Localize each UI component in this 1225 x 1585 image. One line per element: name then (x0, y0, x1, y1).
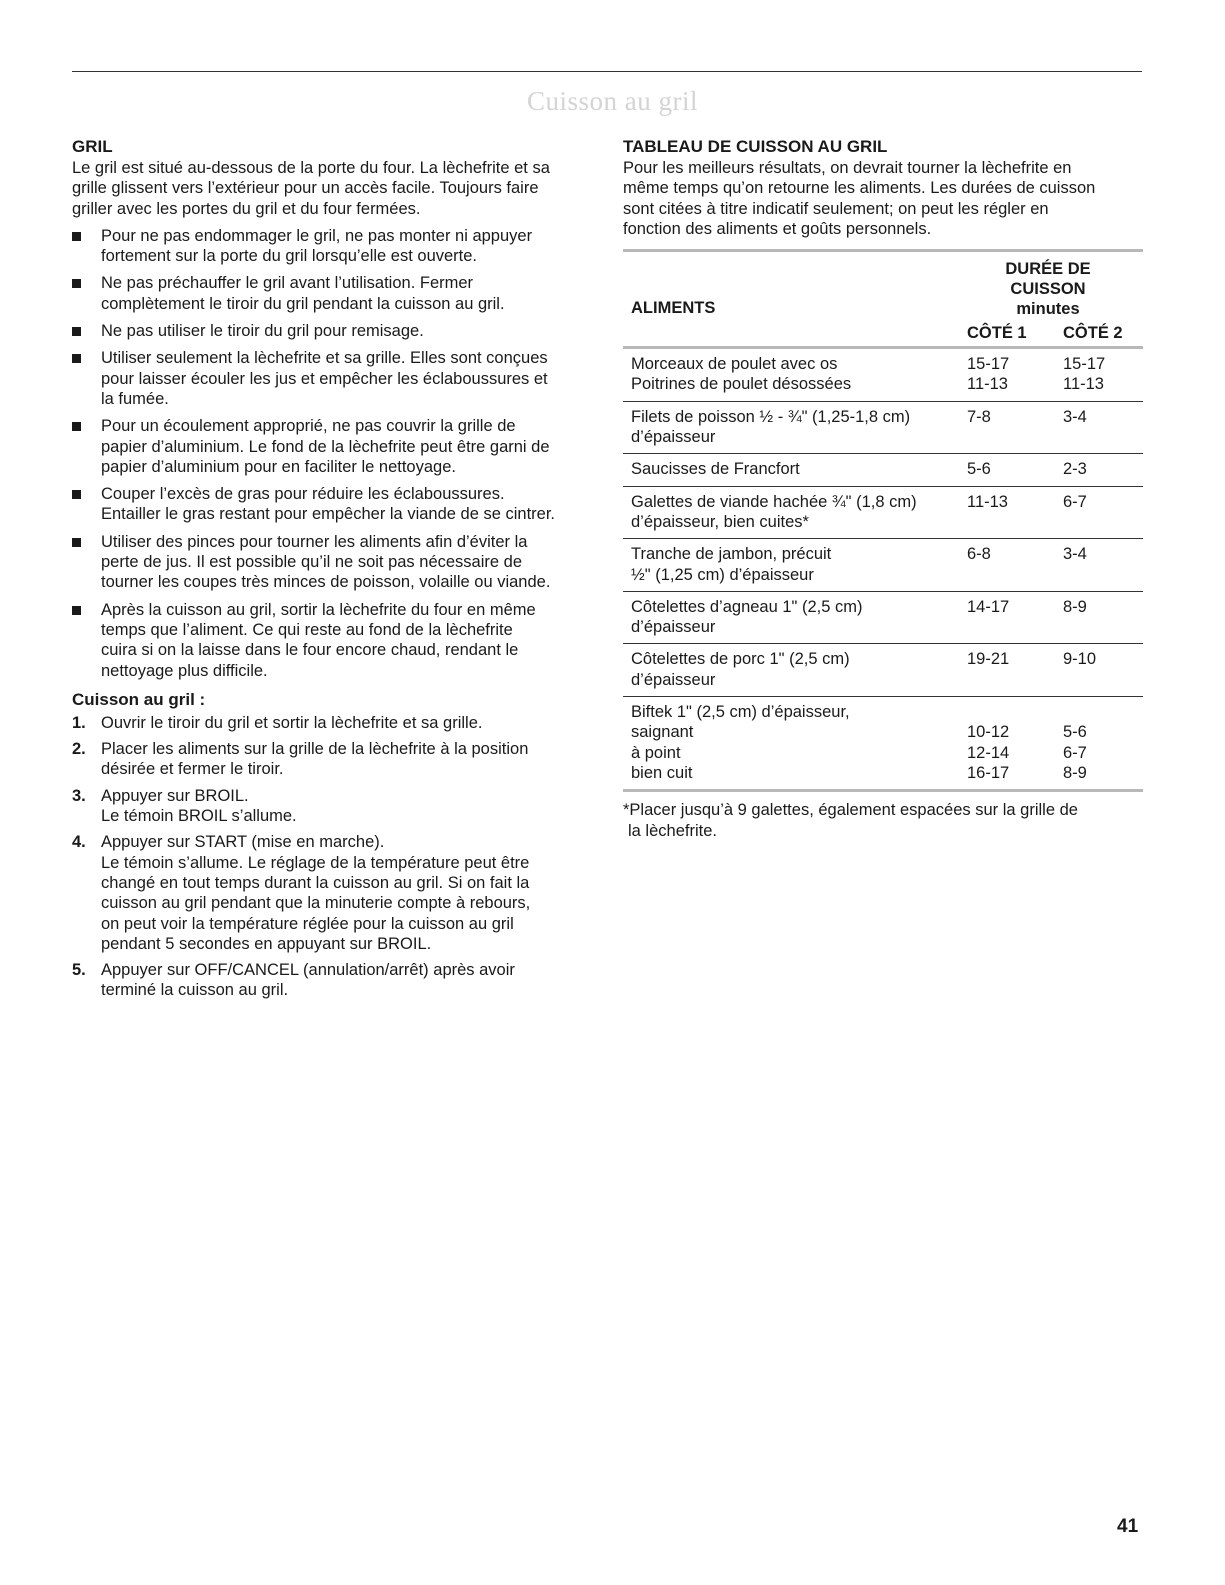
text-line: à point (631, 743, 681, 762)
text-line: Entailler le gras restant pour empêcher la viande de se cintrer. (101, 505, 555, 524)
text-line: Poitrines de poulet désossées (631, 375, 852, 394)
square-bullet-icon (72, 354, 81, 363)
text-line: 16-17 (967, 763, 1010, 782)
square-bullet-icon (72, 232, 81, 241)
text-line: Galettes de viande hachée ¾" (1,8 cm) (631, 492, 917, 511)
text-line: Utiliser des pinces pour tourner les aliments afin d’éviter la (101, 532, 528, 551)
cell-food (631, 492, 961, 533)
steps-list (72, 713, 592, 1001)
square-bullet-icon (72, 327, 81, 336)
text-line: 10-12 (967, 723, 1010, 742)
cell-cote-2 (1063, 354, 1143, 395)
bullet-item (72, 273, 592, 314)
square-bullet-icon (72, 279, 81, 288)
text-line: griller avec les portes du gril et du four fermées. (72, 199, 421, 218)
text-line: tourner les coupes très minces de poisson, volaille ou viande. (101, 573, 551, 592)
step-number: 3. (72, 786, 86, 805)
bullet-item (72, 226, 592, 267)
step-number: 4. (72, 833, 86, 852)
cell-cote-2: 6-7 (1063, 492, 1087, 511)
step-item (72, 786, 592, 827)
text-line: Utiliser seulement la lèchefrite et sa grille. Elles sont conçues (101, 349, 548, 368)
text-line: nettoyage plus difficile. (101, 661, 268, 680)
header-duree (993, 259, 1103, 319)
step-item (72, 713, 592, 733)
tableau-intro (623, 158, 1143, 239)
cell-cote-1: 6-8 (967, 545, 991, 564)
text-line: 11-13 (967, 375, 1008, 394)
text-line: Le témoin BROIL s’allume. (101, 807, 297, 826)
table-row (623, 487, 1143, 540)
text-line: bien cuit (631, 763, 693, 782)
text-line: Le gril est situé au-dessous de la porte du four. La lèchefrite et sa (72, 159, 550, 177)
step-number: 5. (72, 961, 86, 980)
text-line: temps que l’aliment. Ce qui reste au fond de la lèchefrite (101, 620, 513, 639)
text-line: la fumée. (101, 389, 169, 408)
text-line: ½" (1,25 cm) d’épaisseur (631, 565, 814, 584)
text-line: CUISSON (1010, 280, 1086, 299)
text-line: Ne pas utiliser le tiroir du gril pour remisage. (101, 322, 424, 341)
page-title: Cuisson au gril (526, 86, 698, 116)
text-line: désirée et fermer le tiroir. (101, 760, 284, 779)
text-line: Couper l’excès de gras pour réduire les éclaboussures. (101, 485, 505, 504)
header-aliments: ALIMENTS (631, 299, 716, 318)
text-line: complètement le tiroir du gril pendant la cuisson au gril. (101, 294, 505, 313)
table-row (623, 402, 1143, 455)
cell-cote-2 (1063, 702, 1143, 783)
text-line: 11-13 (1063, 375, 1104, 394)
text-line: Côtelettes de porc 1" (2,5 cm) (631, 650, 850, 669)
table-row (623, 697, 1143, 792)
table-row (623, 592, 1143, 645)
text-line: 8-9 (1063, 763, 1087, 782)
text-line: Pour un écoulement approprié, ne pas couvrir la grille de (101, 417, 516, 436)
text-line: changé en tout temps durant la cuisson au gril. Si on fait la (101, 873, 530, 892)
text-line: 6-7 (1063, 743, 1087, 762)
text-line: Morceaux de poulet avec os (631, 355, 838, 374)
table-header (623, 252, 1143, 346)
table-footnote (623, 800, 1143, 841)
text-line: Après la cuisson au gril, sortir la lèchefrite du four en même (101, 600, 536, 619)
step-item (72, 832, 592, 954)
text-line: pendant 5 secondes en appuyant sur BROIL. (101, 934, 432, 953)
text-line: Placer les aliments sur la grille de la lèchefrite à la position (101, 740, 529, 759)
gril-bullet-list (72, 226, 592, 681)
text-line: fonction des aliments et goûts personnels. (623, 219, 932, 238)
text-line: pour laisser écouler les jus et empêcher les éclaboussures et (101, 369, 548, 388)
gril-intro (72, 158, 592, 219)
cell-cote-1: 11-13 (967, 492, 1008, 511)
cell-food (631, 459, 961, 479)
broil-table (623, 249, 1143, 792)
bullet-item (72, 416, 592, 477)
text-line (967, 702, 1047, 722)
text-line: grille glissent vers l’extérieur pour un accès facile. Toujours faire (72, 179, 539, 198)
text-line: Appuyer sur BROIL. (101, 786, 249, 805)
text-line: Le témoin s’allume. Le réglage de la température peut être (101, 853, 530, 872)
text-line: Biftek 1" (2,5 cm) d’épaisseur, (631, 703, 850, 722)
bullet-item (72, 484, 592, 525)
cell-cote-2: 2-3 (1063, 460, 1087, 479)
text-line: terminé la cuisson au gril. (101, 981, 289, 1000)
bullet-item (72, 600, 592, 681)
text-line: Ouvrir le tiroir du gril et sortir la lèchefrite et sa grille. (101, 713, 483, 732)
text-line: saignant (631, 723, 694, 742)
text-line: on peut voir la température réglée pour la cuisson au gril (101, 914, 514, 933)
square-bullet-icon (72, 422, 81, 431)
text-line (1063, 702, 1143, 722)
square-bullet-icon (72, 490, 81, 499)
text-line: d’épaisseur (631, 618, 716, 637)
text-line: papier d’aluminium. Le fond de la lèchefrite peut être garni de (101, 437, 550, 456)
top-rule (72, 71, 1142, 72)
cell-cote-1 (967, 354, 1047, 395)
cell-food (631, 354, 961, 395)
text-line: perte de jus. Il est possible qu’il ne soit pas nécessaire de (101, 553, 522, 572)
table-row (623, 539, 1143, 592)
text-line: cuisson au gril pendant que la minuterie compte à rebours, (101, 894, 531, 913)
tableau-heading: TABLEAU DE CUISSON AU GRIL (623, 137, 888, 156)
text-line: Filets de poisson ½ - ¾" (1,25-1,8 cm) (631, 407, 911, 426)
bullet-item (72, 532, 592, 593)
step-number: 2. (72, 740, 86, 759)
text-line: sont citées à titre indicatif seulement; on peut les régler en (623, 199, 1049, 218)
cell-cote-1: 19-21 (967, 650, 1010, 669)
left-column (72, 136, 592, 1007)
square-bullet-icon (72, 606, 81, 615)
text-line: d’épaisseur (631, 670, 716, 689)
text-line: 5-6 (1063, 723, 1087, 742)
text-line: 12-14 (967, 743, 1010, 762)
text-line: Appuyer sur OFF/CANCEL (annulation/arrêt) après avoir (101, 961, 515, 980)
text-line: 15-17 (967, 355, 1010, 374)
header-cote-2: CÔTÉ 2 (1063, 324, 1123, 343)
header-cote-1: CÔTÉ 1 (967, 324, 1027, 343)
text-line: minutes (1016, 300, 1080, 319)
text-line: même temps qu’on retourne les aliments. Les durées de cuisson (623, 179, 1096, 198)
text-line: la lèchefrite. (628, 821, 717, 840)
text-line: d’épaisseur (631, 428, 716, 447)
cell-cote-2: 3-4 (1063, 407, 1087, 426)
step-item (72, 739, 592, 780)
cell-food (631, 649, 961, 690)
cell-cote-2: 8-9 (1063, 597, 1087, 616)
step-number: 1. (72, 713, 86, 732)
cell-food (631, 597, 961, 638)
text-line: Ne pas préchauffer le gril avant l’utilisation. Fermer (101, 274, 474, 293)
text-line: Saucisses de Francfort (631, 460, 800, 479)
bullet-item (72, 321, 592, 341)
gril-heading: GRIL (72, 137, 113, 156)
cell-cote-1: 5-6 (967, 460, 991, 479)
right-column (623, 136, 1143, 841)
text-line: Côtelettes d’agneau 1" (2,5 cm) (631, 597, 863, 616)
cell-food (631, 702, 961, 783)
page-number: 41 (1117, 1516, 1139, 1537)
cell-cote-2: 9-10 (1063, 650, 1097, 669)
text-line: cuira si on la laisse dans le four encore chaud, rendant le (101, 641, 519, 660)
cuisson-subheading: Cuisson au gril : (72, 689, 206, 709)
cell-food (631, 407, 961, 448)
bullet-item (72, 348, 592, 409)
square-bullet-icon (72, 538, 81, 547)
text-line: Tranche de jambon, précuit (631, 545, 832, 564)
text-line: papier d’aluminium pour en faciliter le nettoyage. (101, 457, 456, 476)
text-line: Pour les meilleurs résultats, on devrait tourner la lèchefrite en (623, 159, 1072, 177)
table-row (623, 349, 1143, 402)
text-line: Appuyer sur START (mise en marche). (101, 833, 385, 852)
table-row (623, 644, 1143, 697)
text-line: *Placer jusqu’à 9 galettes, également espacées sur la grille de (623, 801, 1078, 820)
text-line: DURÉE DE (1005, 260, 1091, 279)
cell-cote-1 (967, 702, 1047, 783)
text-line: d’épaisseur, bien cuites* (631, 512, 809, 531)
table-row (623, 454, 1143, 486)
step-item (72, 960, 592, 1001)
cell-cote-1: 7-8 (967, 407, 991, 426)
text-line: 15-17 (1063, 355, 1106, 374)
text-line: Pour ne pas endommager le gril, ne pas monter ni appuyer (101, 226, 533, 245)
text-line: fortement sur la porte du gril lorsqu’elle est ouverte. (101, 247, 478, 266)
cell-cote-1: 14-17 (967, 597, 1010, 616)
cell-cote-2: 3-4 (1063, 545, 1087, 564)
cell-food (631, 544, 961, 585)
